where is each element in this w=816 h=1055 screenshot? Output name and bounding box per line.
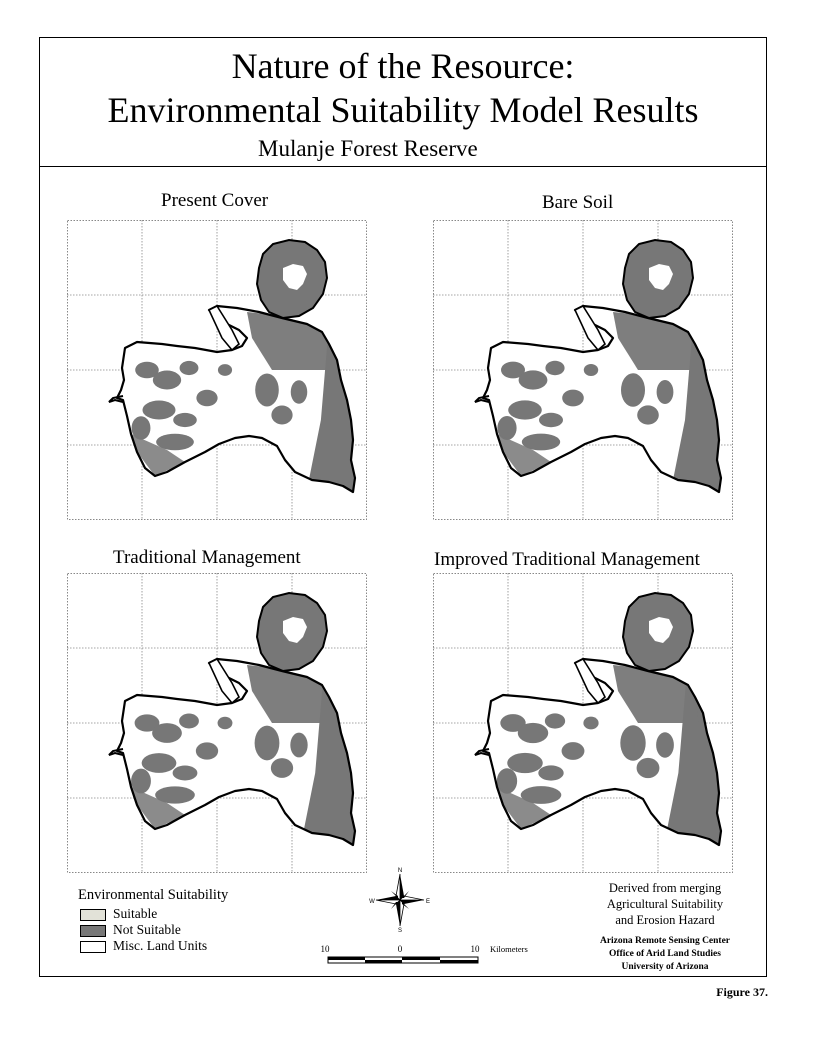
page-subtitle: Mulanje Forest Reserve [258,136,478,161]
legend-label-misc-land-units: Misc. Land Units [113,938,208,953]
map-panel-improved-traditional-management [433,573,733,873]
legend-swatch-not-suitable [80,925,106,937]
compass-n-label: N [397,868,403,874]
legend-swatch-suitable [80,909,106,921]
map-svg [433,573,733,873]
legend-title: Environmental Suitability [78,887,229,903]
map-svg [67,573,367,873]
credits-line-3: University of Arizona [621,962,709,972]
map-title-present-cover: Present Cover [161,190,269,211]
map-panel-traditional-management [67,573,367,873]
map-svg [67,220,367,520]
page-title-line-2: Environmental Suitability Model Results [107,90,699,130]
scale-label-left: 10 [320,944,330,954]
scale-unit-label: Kilometers [490,944,528,954]
derived-line-2: Agricultural Suitability [606,897,724,911]
scale-label-right: 10 [470,944,480,954]
credits-line-1: Arizona Remote Sensing Center [599,936,731,946]
legend-label-suitable: Suitable [113,906,158,921]
credits-line-2: Office of Arid Land Studies [609,949,721,959]
legend-swatch-misc-land-units [80,941,106,953]
compass-s-label: S [397,928,403,934]
map-panel-bare-soil [433,220,733,520]
page-title-line-1: Nature of the Resource: [231,46,575,86]
compass-e-label: E [425,899,431,905]
derived-line-3: and Erosion Hazard [615,913,715,927]
map-panel-present-cover [67,220,367,520]
figure-label: Figure 37. [716,985,768,999]
title-divider [39,166,767,167]
scale-bar [318,942,548,972]
derived-line-1: Derived from merging [608,881,722,895]
map-title-bare-soil: Bare Soil [542,192,614,213]
map-svg [433,220,733,520]
map-title-traditional-management: Traditional Management [113,547,301,568]
map-title-improved-traditional-management: Improved Traditional Management [434,549,700,570]
legend-label-not-suitable: Not Suitable [113,922,181,937]
scale-label-middle: 0 [397,944,403,954]
compass-rose-icon [368,864,432,934]
compass-w-label: W [369,899,375,905]
